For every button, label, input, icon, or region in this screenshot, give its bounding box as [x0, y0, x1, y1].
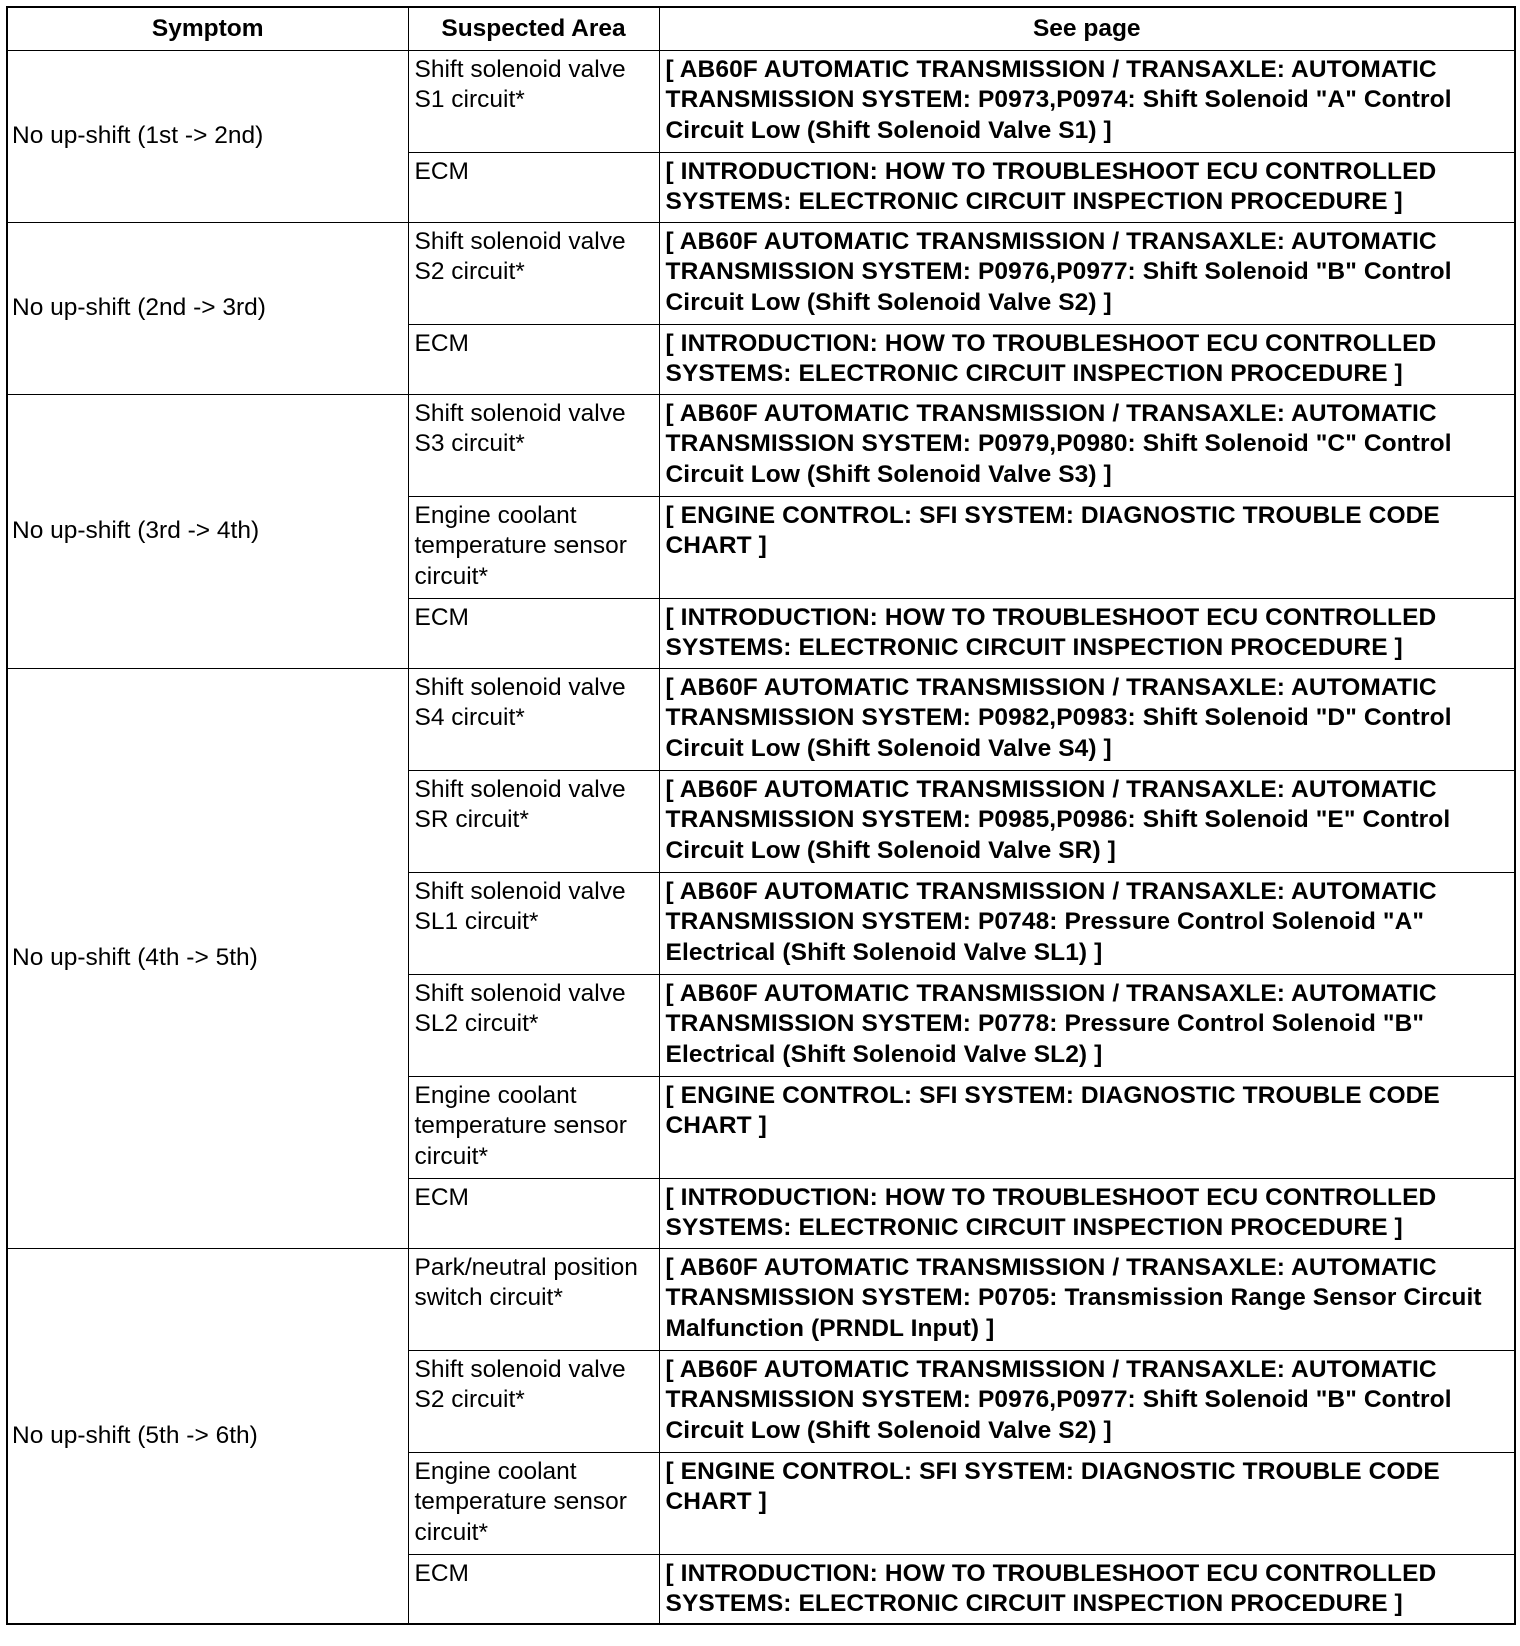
symptom-cell: No up-shift (1st -> 2nd)	[7, 50, 408, 222]
table-row	[7, 668, 1515, 770]
suspected-area-cell: Shift solenoid valve S3 circuit*	[408, 394, 659, 496]
see-page-cell: [ ENGINE CONTROL: SFI SYSTEM: DIAGNOSTIC TROUBLE CODE CHART ]	[659, 1452, 1515, 1554]
symptom-cell: No up-shift (2nd -> 3rd)	[7, 222, 408, 394]
suspected-area-cell: Engine coolant temperature sensor circuit*	[408, 1452, 659, 1554]
suspected-area-cell: Engine coolant temperature sensor circuit*	[408, 1076, 659, 1178]
suspected-area-cell: Shift solenoid valve S2 circuit*	[408, 1350, 659, 1452]
table-row	[7, 222, 1515, 324]
see-page-cell: [ INTRODUCTION: HOW TO TROUBLESHOOT ECU CONTROLLED SYSTEMS: ELECTRONIC CIRCUIT INSPECTION PROCEDURE ]	[659, 1554, 1515, 1624]
table-row	[7, 50, 1515, 152]
see-page-cell: [ ENGINE CONTROL: SFI SYSTEM: DIAGNOSTIC TROUBLE CODE CHART ]	[659, 496, 1515, 598]
see-page-cell: [ ENGINE CONTROL: SFI SYSTEM: DIAGNOSTIC TROUBLE CODE CHART ]	[659, 1076, 1515, 1178]
see-page-cell: [ INTRODUCTION: HOW TO TROUBLESHOOT ECU CONTROLLED SYSTEMS: ELECTRONIC CIRCUIT INSPECTION PROCEDURE ]	[659, 598, 1515, 668]
symptom-cell: No up-shift (4th -> 5th)	[7, 668, 408, 1248]
suspected-area-cell: ECM	[408, 1554, 659, 1624]
table-row	[7, 1248, 1515, 1350]
suspected-area-cell: ECM	[408, 1178, 659, 1248]
see-page-cell: [ INTRODUCTION: HOW TO TROUBLESHOOT ECU CONTROLLED SYSTEMS: ELECTRONIC CIRCUIT INSPECTION PROCEDURE ]	[659, 152, 1515, 222]
see-page-cell: [ AB60F AUTOMATIC TRANSMISSION / TRANSAXLE: AUTOMATIC TRANSMISSION SYSTEM: P0976,P0977: Shift Solenoid "B" Control Circuit Low (Shift Solenoid Valve S2) ]	[659, 222, 1515, 324]
suspected-area-cell: Park/neutral position switch circuit*	[408, 1248, 659, 1350]
suspected-area-cell: Shift solenoid valve S1 circuit*	[408, 50, 659, 152]
troubleshooting-table	[6, 6, 1516, 1625]
see-page-cell: [ AB60F AUTOMATIC TRANSMISSION / TRANSAXLE: AUTOMATIC TRANSMISSION SYSTEM: P0973,P0974: Shift Solenoid "A" Control Circuit Low (Shift Solenoid Valve S1) ]	[659, 50, 1515, 152]
suspected-area-cell: Shift solenoid valve SL1 circuit*	[408, 872, 659, 974]
suspected-area-cell: ECM	[408, 152, 659, 222]
suspected-area-cell: Shift solenoid valve S4 circuit*	[408, 668, 659, 770]
header-row	[7, 7, 1515, 50]
symptom-cell: No up-shift (5th -> 6th)	[7, 1248, 408, 1624]
see-page-cell: [ INTRODUCTION: HOW TO TROUBLESHOOT ECU CONTROLLED SYSTEMS: ELECTRONIC CIRCUIT INSPECTION PROCEDURE ]	[659, 324, 1515, 394]
see-page-cell: [ AB60F AUTOMATIC TRANSMISSION / TRANSAXLE: AUTOMATIC TRANSMISSION SYSTEM: P0982,P0983: Shift Solenoid "D" Control Circuit Low (Shift Solenoid Valve S4) ]	[659, 668, 1515, 770]
header-see-page: See page	[659, 7, 1515, 50]
see-page-cell: [ AB60F AUTOMATIC TRANSMISSION / TRANSAXLE: AUTOMATIC TRANSMISSION SYSTEM: P0979,P0980: Shift Solenoid "C" Control Circuit Low (Shift Solenoid Valve S3) ]	[659, 394, 1515, 496]
see-page-cell: [ AB60F AUTOMATIC TRANSMISSION / TRANSAXLE: AUTOMATIC TRANSMISSION SYSTEM: P0748: Pressure Control Solenoid "A" Electrical (Shift Solenoid Valve SL1) ]	[659, 872, 1515, 974]
see-page-cell: [ AB60F AUTOMATIC TRANSMISSION / TRANSAXLE: AUTOMATIC TRANSMISSION SYSTEM: P0985,P0986: Shift Solenoid "E" Control Circuit Low (Shift Solenoid Valve SR) ]	[659, 770, 1515, 872]
suspected-area-cell: Shift solenoid valve SR circuit*	[408, 770, 659, 872]
table-body	[7, 50, 1515, 1624]
see-page-cell: [ AB60F AUTOMATIC TRANSMISSION / TRANSAXLE: AUTOMATIC TRANSMISSION SYSTEM: P0778: Pressure Control Solenoid "B" Electrical (Shift Solenoid Valve SL2) ]	[659, 974, 1515, 1076]
see-page-cell: [ INTRODUCTION: HOW TO TROUBLESHOOT ECU CONTROLLED SYSTEMS: ELECTRONIC CIRCUIT INSPECTION PROCEDURE ]	[659, 1178, 1515, 1248]
see-page-cell: [ AB60F AUTOMATIC TRANSMISSION / TRANSAXLE: AUTOMATIC TRANSMISSION SYSTEM: P0705: Transmission Range Sensor Circuit Malfunction (PRNDL Input) ]	[659, 1248, 1515, 1350]
suspected-area-cell: ECM	[408, 324, 659, 394]
header-suspected-area: Suspected Area	[408, 7, 659, 50]
see-page-cell: [ AB60F AUTOMATIC TRANSMISSION / TRANSAXLE: AUTOMATIC TRANSMISSION SYSTEM: P0976,P0977: Shift Solenoid "B" Control Circuit Low (Shift Solenoid Valve S2) ]	[659, 1350, 1515, 1452]
symptom-cell: No up-shift (3rd -> 4th)	[7, 394, 408, 668]
header-symptom: Symptom	[7, 7, 408, 50]
suspected-area-cell: ECM	[408, 598, 659, 668]
table-row	[7, 394, 1515, 496]
suspected-area-cell: Engine coolant temperature sensor circuit*	[408, 496, 659, 598]
suspected-area-cell: Shift solenoid valve SL2 circuit*	[408, 974, 659, 1076]
suspected-area-cell: Shift solenoid valve S2 circuit*	[408, 222, 659, 324]
